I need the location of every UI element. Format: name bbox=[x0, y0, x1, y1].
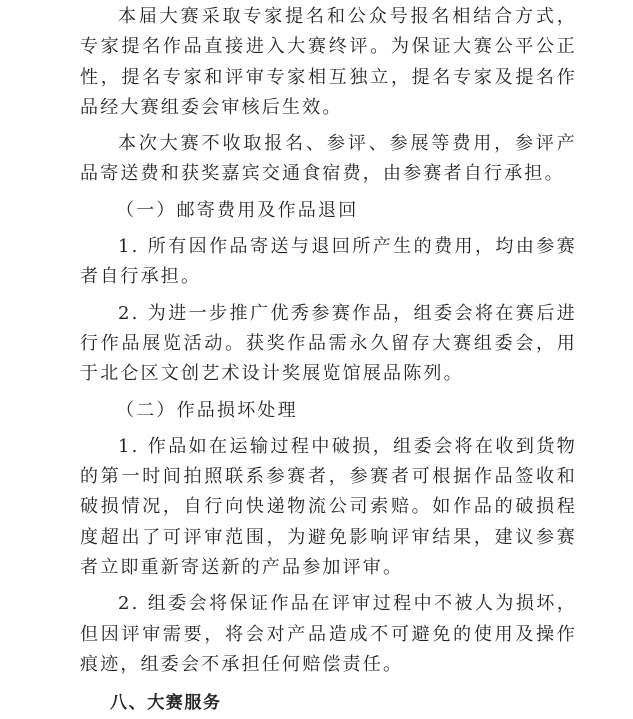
paragraph-fees: 本次大赛不收取报名、参评、参展等费用，参评产品寄送费和获奖嘉宾交通食宿费，由参赛者自行承担。 bbox=[80, 133, 577, 185]
paragraph-damage-item-1: 1. 作品如在运输过程中破损，组委会将在收到货物的第一时间拍照联系参赛者，参赛者可根据作品签收和破损情况，自行向快递物流公司索赔。如作品的破损程度超出了可评审范围，为避免影响评审结果，建议参赛者立即重新寄送新的产品参加评审。 bbox=[80, 435, 577, 579]
paragraph-postage-item-2: 2. 为进一步推广优秀参赛作品，组委会将在赛后进行作品展览活动。获奖作品需永久留存大赛组委会，用于北仑区文创艺术设计奖展览馆展品陈列。 bbox=[80, 302, 577, 385]
section-title-postage: （一）邮寄费用及作品退回 bbox=[116, 199, 359, 221]
paragraph-postage-item-1: 1. 所有因作品寄送与退回所产生的费用，均由参赛者自行承担。 bbox=[80, 236, 577, 288]
section-title-damage: （二）作品损坏处理 bbox=[116, 399, 298, 421]
paragraph-damage-item-2: 2. 组委会将保证作品在评审过程中不被人为损坏，但因评审需要，将会对产品造成不可避免的使用及操作痕迹，组委会不承担任何赔偿责任。 bbox=[80, 593, 577, 675]
chapter-heading: 八、大赛服务 bbox=[110, 693, 222, 714]
paragraph-nomination: 本届大赛采取专家提名和公众号报名相结合方式，专家提名作品直接进入大赛终评。为保证大赛公平公正性，提名专家和评审专家相互独立，提名专家及提名作品经大赛组委会审核后生效。 bbox=[80, 6, 577, 118]
